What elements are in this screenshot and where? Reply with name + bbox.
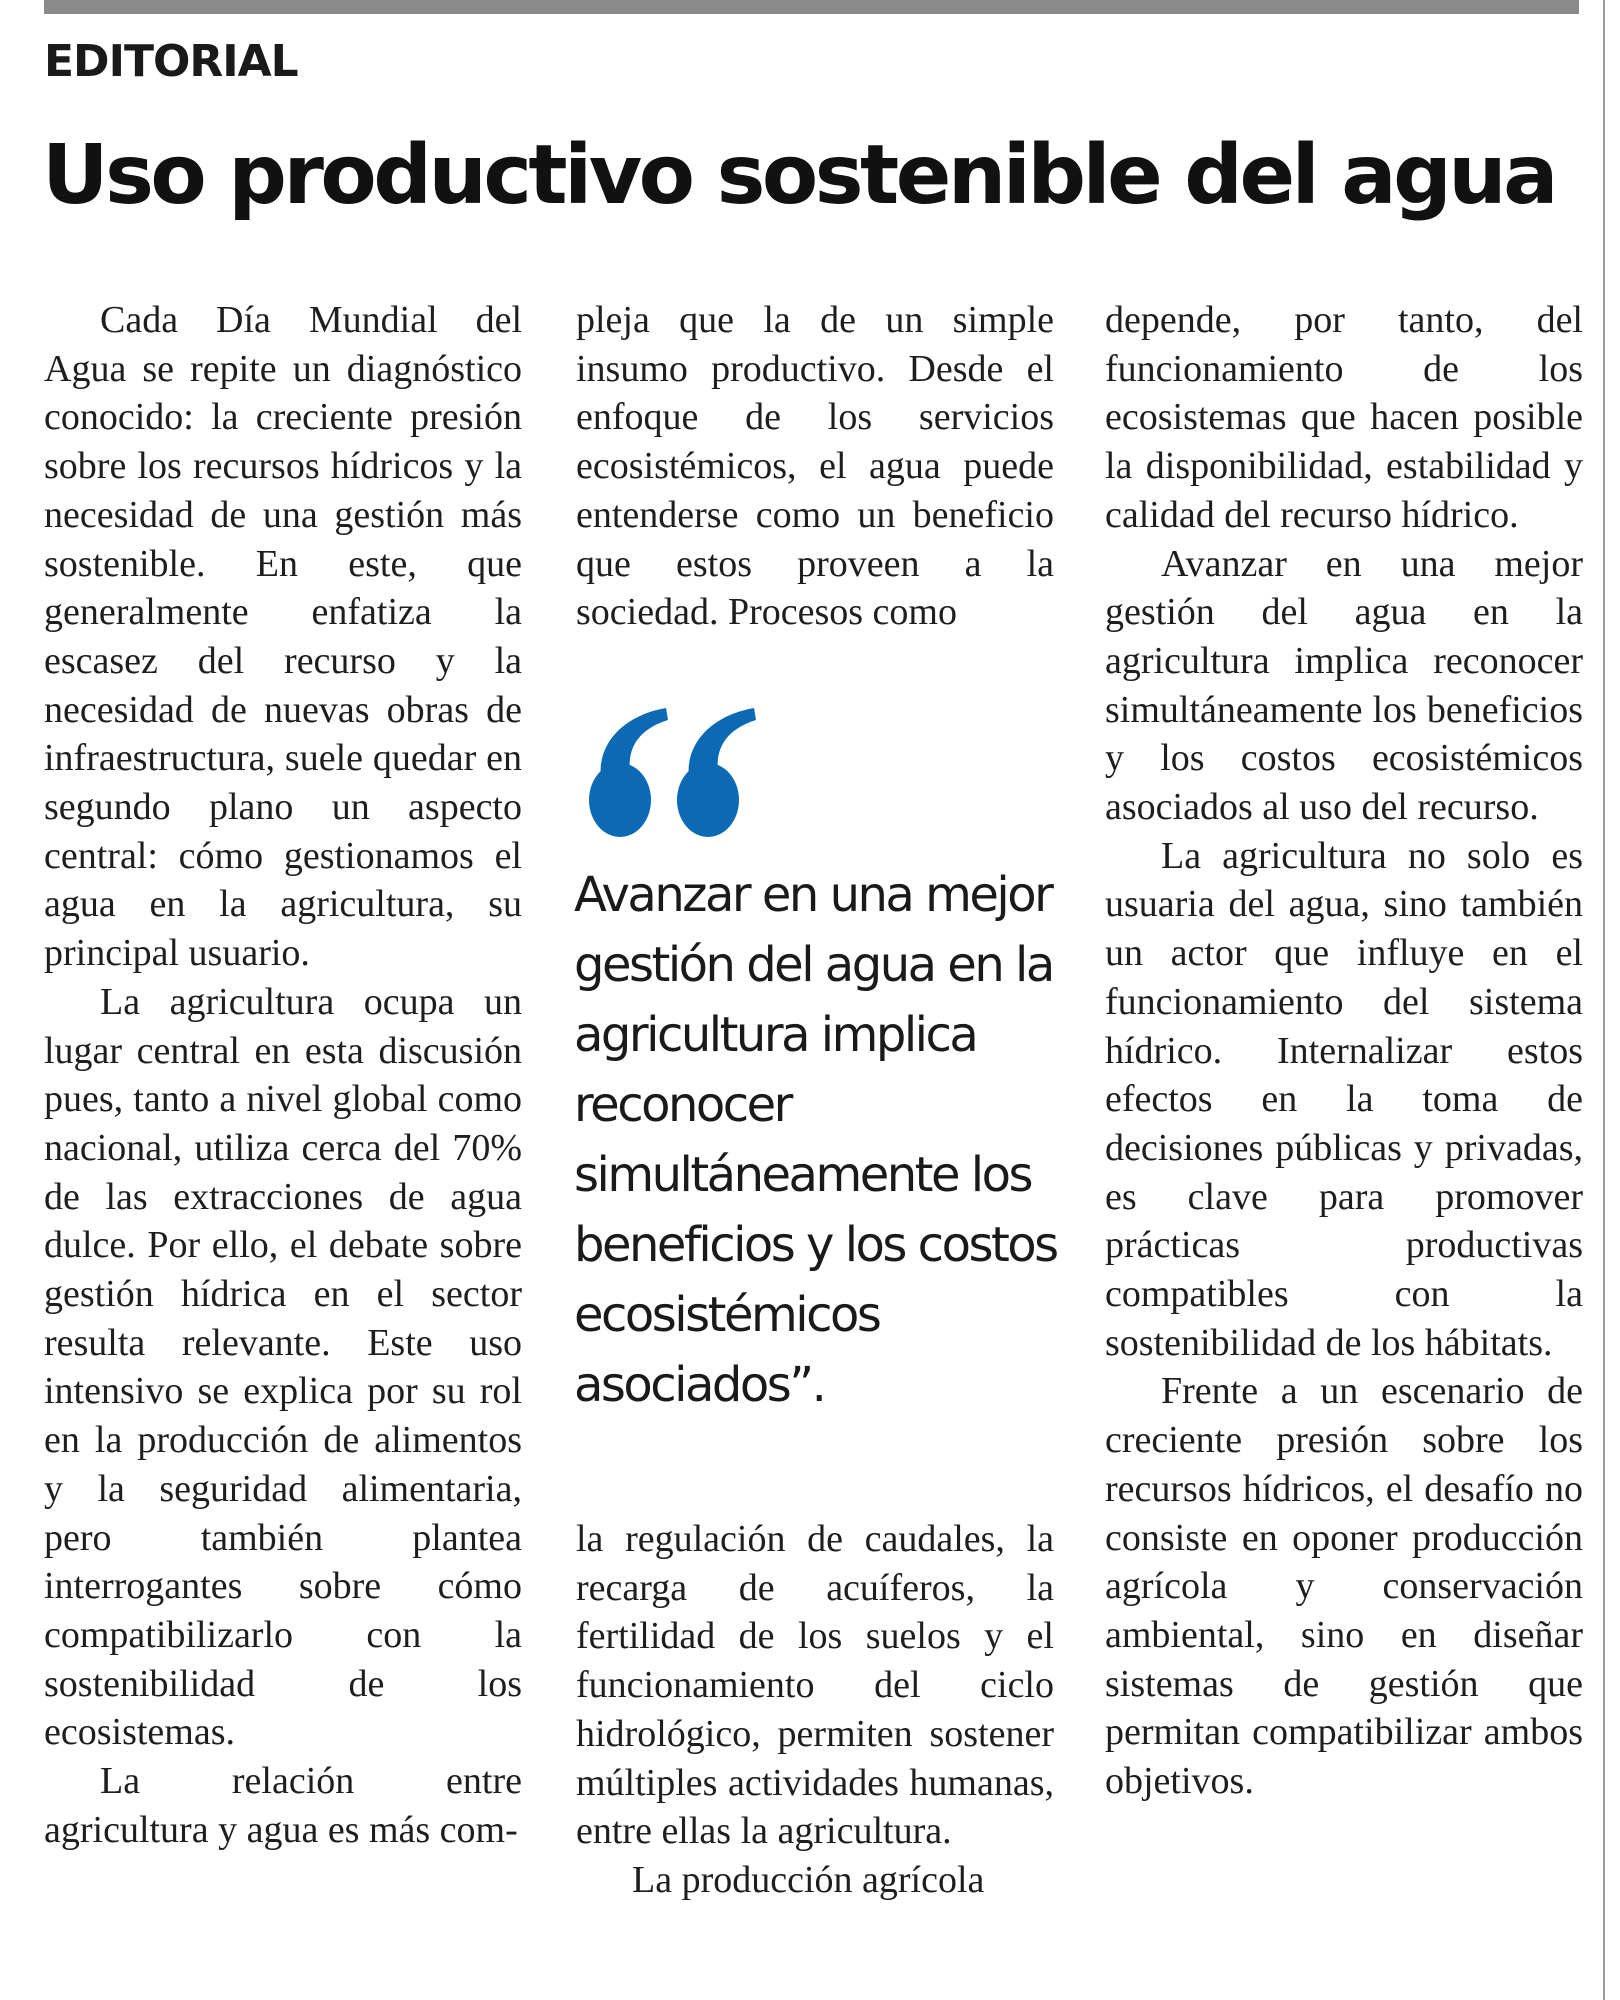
paragraph: Frente a un escenario de creciente presión sobre los recursos hídricos, el desafío no consiste en oponer producción agrícola y conservación ambiental, sino en diseñar sistemas de gestión que permitan compatibilizar ambos objetivos. <box>1105 1370 1583 1803</box>
column-1 <box>44 296 522 1855</box>
column-3 <box>1105 296 1583 1806</box>
paragraph: La producción agrícola <box>632 1858 985 1901</box>
paragraph: pleja que la de un simple insumo productivo. Desde el enfoque de los servicios ecosistémicos, el agua puede entenderse como un beneficio que estos proveen a la sociedad. Procesos como <box>576 299 1054 634</box>
pullquote: Avanzar en una mejor gestión del agua en la agricultura implica reconocer simultáneamente los beneficios y los costos ecosistémicos asociados”. <box>574 867 1057 1413</box>
top-rule <box>44 0 1579 14</box>
paragraph: Cada Día Mundial del Agua se repite un diagnóstico conocido: la creciente presión sobre los recursos hídricos y la necesidad de una gestión más sostenible. En este, que generalmente enfatiza la escasez del recurso y la necesidad de nuevas obras de infraestructura, suele quedar en segundo plano un aspecto central: cómo gestionamos el agua en la agricultura, su principal usuario. <box>44 299 522 975</box>
paragraph: La agricultura no solo es usuaria del agua, sino también un actor que influye en el funcionamiento del sistema hídrico. Internalizar estos efectos en la toma de decisiones públicas y privadas, es clave para promover prácticas productivas compatibles con la sostenibilidad de los hábitats. <box>1105 834 1583 1364</box>
page-title: Uso productivo sostenible del agua <box>42 128 1555 223</box>
column-2-bottom <box>576 1515 1054 1905</box>
paragraph: La agricultura ocupa un lugar central en esta discusión pues, tanto a nivel global como nacional, utiliza cerca del 70% de las extracciones de agua dulce. Por ello, el debate sobre gestión hídrica en el sector resulta relevante. Este uso intensivo se explica por su rol en la producción de alimentos y la seguridad alimentaria, pero también plantea interrogantes sobre cómo compatibilizarlo con la sostenibilidad de los ecosistemas. <box>44 980 522 1754</box>
right-column-rule <box>1603 0 1605 2000</box>
section-label: EDITORIAL <box>44 36 298 87</box>
paragraph: La relación entre agricultura y agua es más com- <box>44 1760 522 1851</box>
quote-mark-icon <box>580 700 760 850</box>
column-2-top <box>576 296 1054 637</box>
paragraph: Avanzar en una mejor gestión del agua en la agricultura implica reconocer simultáneamente los beneficios y los costos ecosistémicos asociados al uso del recurso. <box>1105 542 1583 829</box>
paragraph: depende, por tanto, del funcionamiento de los ecosistemas que hacen posible la disponibilidad, estabilidad y calidad del recurso hídrico. <box>1105 299 1583 536</box>
paragraph: la regulación de caudales, la recarga de acuíferos, la fertilidad de los suelos y el funcionamiento del ciclo hidrológico, permiten sostener múltiples actividades humanas, entre ellas la agricultura. <box>576 1518 1054 1853</box>
